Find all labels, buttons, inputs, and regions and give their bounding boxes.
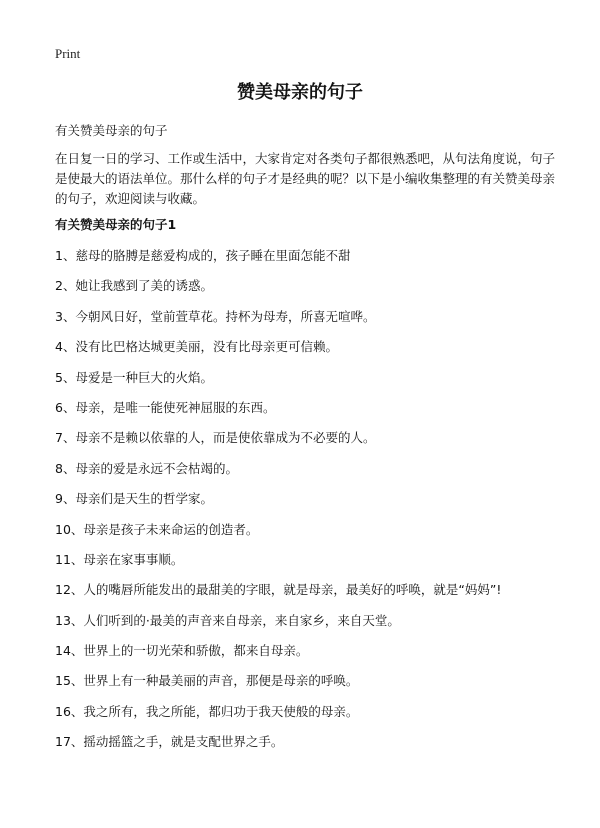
list-item: 13、人们听到的·最美的声音来自母亲，来自家乡，来自天堂。 bbox=[55, 612, 400, 628]
list-item: 8、母亲的爱是永远不会枯竭的。 bbox=[55, 460, 238, 476]
list-item: 4、没有比巴格达城更美丽，没有比母亲更可信赖。 bbox=[55, 339, 338, 355]
list-item: 2、她让我感到了美的诱惑。 bbox=[55, 278, 213, 294]
sentence-list bbox=[55, 246, 575, 763]
list-item: 3、今朝风日好，堂前萱草花。持杯为母寿，所喜无喧哗。 bbox=[55, 308, 376, 324]
list-item: 5、母爱是一种巨大的火焰。 bbox=[55, 369, 213, 385]
list-item: 10、母亲是孩子未来命运的创造者。 bbox=[55, 521, 259, 537]
print-link[interactable]: Print bbox=[55, 46, 81, 61]
document-subtitle: 有关赞美母亲的句子 bbox=[55, 123, 168, 138]
list-item: 6、母亲，是唯一能使死神屈服的东西。 bbox=[55, 399, 276, 415]
list-item: 7、母亲不是赖以依靠的人，而是使依靠成为不必要的人。 bbox=[55, 430, 376, 446]
list-item: 11、母亲在家事事顺。 bbox=[55, 551, 184, 567]
page-title: 赞美母亲的句子 bbox=[237, 82, 363, 103]
list-item: 16、我之所有，我之所能，都归功于我天使般的母亲。 bbox=[55, 703, 359, 719]
section-heading: 有关赞美母亲的句子1 bbox=[55, 217, 177, 232]
list-item: 15、世界上有一种最美丽的声音，那便是母亲的呼唤。 bbox=[55, 673, 359, 689]
list-item: 12、人的嘴唇所能发出的最甜美的字眼，就是母亲，最美好的呼唤，就是“妈妈”! bbox=[55, 582, 502, 598]
list-item: 9、母亲们是天生的哲学家。 bbox=[55, 491, 213, 507]
list-item: 1、慈母的胳膊是慈爱构成的，孩子睡在里面怎能不甜 bbox=[55, 248, 351, 263]
list-item: 17、摇动摇篮之手，就是支配世界之手。 bbox=[55, 734, 284, 750]
list-item: 14、世界上的一切光荣和骄傲，都来自母亲。 bbox=[55, 643, 309, 659]
intro-paragraph: 在日复一日的学习、工作或生活中，大家肯定对各类句子都很熟悉吧，从句法角度说，句子是使最大的语法单位。那什么样的句子才是经典的呢？以下是小编收集整理的有关赞美母亲的句子，欢迎阅读与收藏。 bbox=[55, 151, 556, 206]
